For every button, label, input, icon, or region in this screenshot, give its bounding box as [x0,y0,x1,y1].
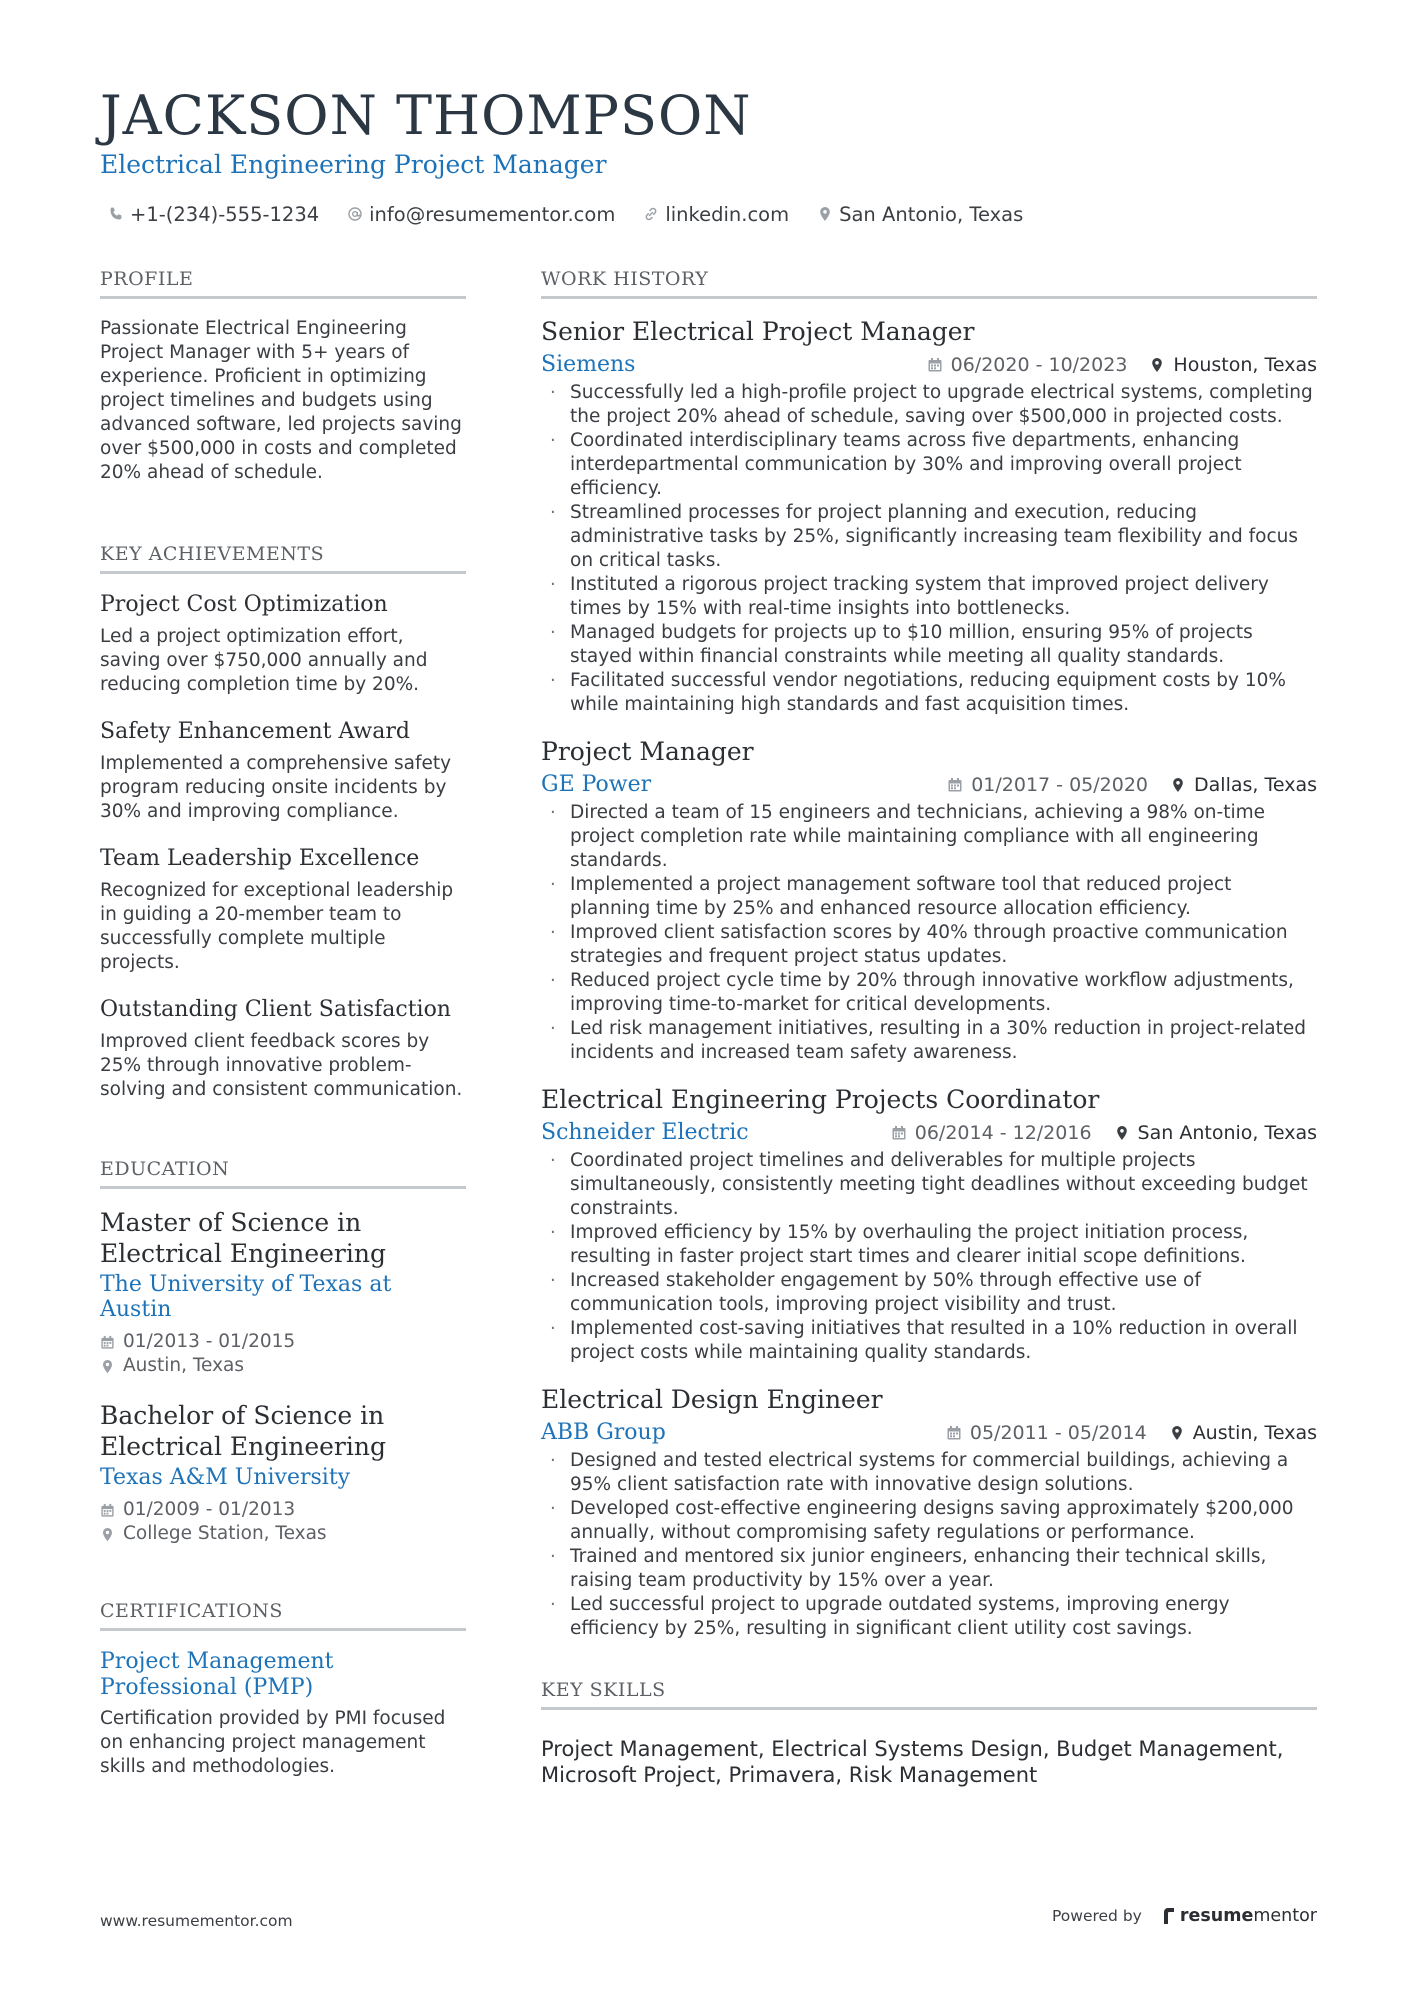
job-location-text: Houston, Texas [1173,353,1317,376]
calendar-icon [947,777,963,793]
job-header-row [541,352,1317,377]
calendar-icon [927,357,943,373]
certification-text: Certification provided by PMI focused on enhancing project management skills and methodologies. [100,1708,446,1777]
calendar-icon [946,1425,962,1441]
job-bullet: · Successfully led a high-profile project to upgrade electrical systems, completing the project 20% ahead of schedule, saving over $500,000 in projected costs. [541,381,1317,429]
job-bullets [541,801,1317,1065]
education-school: The University of Texas at Austin [100,1272,392,1322]
job-bullet: · Led risk management initiatives, resulting in a 30% reduction in project-related incidents and increased team safety awareness. [541,1017,1317,1065]
education-dates [100,1330,466,1354]
job-bullet: · Trained and mentored six junior engineers, enhancing their technical skills, raising team productivity by 15% over a year. [541,1545,1317,1593]
job-meta [927,354,1317,376]
footer-website[interactable]: www.resumementor.com [100,1912,293,1930]
candidate-title: Electrical Engineering Project Manager [100,150,607,179]
job-bullet: · Designed and tested electrical systems for commercial buildings, achieving a 95% client satisfaction rate with innovative design solutions. [541,1449,1317,1497]
profile-text: Passionate Electrical Engineering Project Manager with 5+ years of experience. Proficient in optimizing project timelines and budgets using advanced software, led projects saving over $500,000 in costs and completed 20% ahead of schedule. [100,318,462,483]
education-school: Texas A&M University [100,1465,351,1490]
resumementor-logo-icon [1162,1907,1176,1925]
job-location [1170,774,1317,796]
job-bullet: · Implemented cost-saving initiatives that resulted in a 10% reduction in overall project costs while maintaining quality standards. [541,1317,1317,1365]
achievement-title: Safety Enhancement Award [100,719,410,744]
linkedin-link[interactable]: linkedin.com [665,202,790,226]
education-degree: Master of Science in Electrical Engineering [100,1208,386,1268]
education-dates-text: 01/2013 - 01/2015 [123,1331,296,1352]
job-entry [541,737,1317,1065]
job-company: Siemens [541,352,636,377]
job-bullets [541,381,1317,717]
job-meta [946,1422,1317,1444]
achievement-title: Outstanding Client Satisfaction [100,997,451,1022]
education-dates-text: 01/2009 - 01/2013 [123,1499,296,1520]
job-title: Project Manager [541,737,754,766]
job-entry [541,317,1317,717]
education-degree: Bachelor of Science in Electrical Engineering [100,1401,386,1461]
achievement-text: Implemented a comprehensive safety program reducing onsite incidents by 30% and improving compliance. [100,753,452,822]
achievement-text: Led a project optimization effort, saving over $750,000 annually and reducing completion time by 20%. [100,626,428,695]
map-pin-icon [1169,1425,1185,1441]
skills-heading: KEY SKILLS [541,1679,1317,1710]
brand-name-bold: resume [1179,1906,1254,1926]
achievement-title: Team Leadership Excellence [100,846,420,871]
job-header-row [541,772,1317,797]
map-pin-icon [817,206,833,222]
job-dates [927,354,1128,376]
job-bullet: · Facilitated successful vendor negotiations, reducing equipment costs by 10% while maintaining high standards and fast acquisition times. [541,669,1317,717]
job-entry [541,1085,1317,1365]
job-bullet: · Instituted a rigorous project tracking system that improved project delivery times by 15% with real-time insights into bottlenecks. [541,573,1317,621]
at-icon [347,206,363,222]
phone-icon [108,206,124,222]
left-column [100,268,466,1779]
education-location-text: Austin, Texas [123,1355,245,1376]
job-title: Electrical Design Engineer [541,1385,883,1414]
job-dates [891,1122,1092,1144]
achievement-item [100,592,466,697]
right-column [541,268,1317,1788]
job-bullet: · Coordinated project timelines and deliverables for multiple projects simultaneously, consistently meeting tight deadlines without exceeding budget constraints. [541,1149,1317,1221]
email-link[interactable]: info@resumementor.com [369,202,616,226]
job-header-row [541,1420,1317,1445]
education-location [100,1354,466,1378]
job-location [1169,1422,1317,1444]
job-bullet: · Directed a team of 15 engineers and technicians, achieving a 98% on-time project completion rate while maintaining compliance with all engineering standards. [541,801,1317,873]
job-company: ABB Group [541,1420,666,1445]
brand-name-light: mentor [1253,1906,1317,1926]
job-bullet: · Implemented a project management software tool that reduced project planning time by 25% and enhanced resource allocation efficiency. [541,873,1317,921]
job-bullet: · Coordinated interdisciplinary teams across five departments, enhancing interdepartmental communication by 30% and improving overall project efficiency. [541,429,1317,501]
job-company: Schneider Electric [541,1120,749,1145]
job-dates-text: 06/2020 - 10/2023 [950,353,1128,376]
calendar-icon [100,1503,115,1518]
job-entry [541,1385,1317,1641]
footer-branding [1052,1906,1317,1926]
candidate-name: JACKSON THOMPSON [100,84,752,147]
job-location [1114,1122,1317,1144]
job-bullet: · Reduced project cycle time by 20% through innovative workflow adjustments, improving time-to-market for critical developments. [541,969,1317,1017]
profile-heading: PROFILE [100,268,466,299]
job-location-text: Austin, Texas [1192,1421,1317,1444]
job-bullet: · Improved efficiency by 15% by overhauling the project initiation process, resulting in faster project start times and clearer initial scope definitions. [541,1221,1317,1269]
job-meta [947,774,1317,796]
achievements-heading: KEY ACHIEVEMENTS [100,543,466,574]
achievement-item [100,846,466,975]
certifications-heading: CERTIFICATIONS [100,1600,466,1631]
calendar-icon [891,1125,907,1141]
job-dates-text: 06/2014 - 12/2016 [914,1121,1092,1144]
job-dates-text: 05/2011 - 05/2014 [969,1421,1147,1444]
job-list [541,317,1317,1641]
job-bullet: · Developed cost-effective engineering designs saving approximately $200,000 annually, without compromising safety regulations or performance. [541,1497,1317,1545]
job-bullet: · Led successful project to upgrade outdated systems, improving energy efficiency by 25%, resulting in significant client utility cost savings. [541,1593,1317,1641]
job-location-text: Dallas, Texas [1194,773,1317,796]
brand-logo[interactable] [1162,1906,1317,1926]
job-title: Electrical Engineering Projects Coordinator [541,1085,1100,1114]
job-meta [891,1122,1317,1144]
education-item [100,1400,466,1546]
certification-item [100,1649,466,1779]
location-text: San Antonio, Texas [839,202,1024,226]
education-location [100,1522,466,1546]
job-bullet: · Managed budgets for projects up to $10 million, ensuring 95% of projects stayed within financial constraints while meeting all quality standards. [541,621,1317,669]
contact-phone [108,203,319,226]
map-pin-icon [1149,357,1165,373]
map-pin-icon [100,1359,115,1374]
skills-text: Project Management, Electrical Systems Design, Budget Management, Microsoft Project, Primavera, Risk Management [541,1737,1284,1787]
job-dates [947,774,1148,796]
contact-linkedin [643,203,789,226]
map-pin-icon [100,1527,115,1542]
work-history-heading: WORK HISTORY [541,268,1317,299]
map-pin-icon [1170,777,1186,793]
job-title: Senior Electrical Project Manager [541,317,975,346]
job-location-text: San Antonio, Texas [1137,1121,1317,1144]
education-dates [100,1498,466,1522]
contact-email [347,203,615,226]
job-company: GE Power [541,772,652,797]
education-item [100,1207,466,1378]
certification-name: Project Management Professional (PMP) [100,1649,334,1700]
phone-text[interactable]: +1-(234)-555-1234 [130,202,320,226]
job-bullets [541,1449,1317,1641]
job-header-row [541,1120,1317,1145]
calendar-icon [100,1335,115,1350]
achievement-item [100,719,466,824]
job-bullet: · Improved client satisfaction scores by 40% through proactive communication strategies and frequent project status updates. [541,921,1317,969]
job-bullet: · Streamlined processes for project planning and execution, reducing administrative tasks by 25%, significantly increasing team flexibility and focus on critical tasks. [541,501,1317,573]
map-pin-icon [1114,1125,1130,1141]
job-location [1149,354,1317,376]
job-dates [946,1422,1147,1444]
achievement-text: Improved client feedback scores by 25% through innovative problem-solving and consistent communication. [100,1031,463,1100]
achievement-item [100,997,466,1102]
education-heading: EDUCATION [100,1158,466,1189]
powered-by-text: Powered by [1052,1907,1142,1925]
job-bullet: · Increased stakeholder engagement by 50% through effective use of communication tools, improving project visibility and trust. [541,1269,1317,1317]
achievement-text: Recognized for exceptional leadership in guiding a 20-member team to successfully complete multiple projects. [100,880,454,973]
contact-location [817,203,1023,226]
job-dates-text: 01/2017 - 05/2020 [971,773,1149,796]
achievement-title: Project Cost Optimization [100,592,388,617]
link-icon [643,206,659,222]
job-bullets [541,1149,1317,1365]
contact-bar [108,200,1023,228]
education-location-text: College Station, Texas [123,1523,327,1544]
